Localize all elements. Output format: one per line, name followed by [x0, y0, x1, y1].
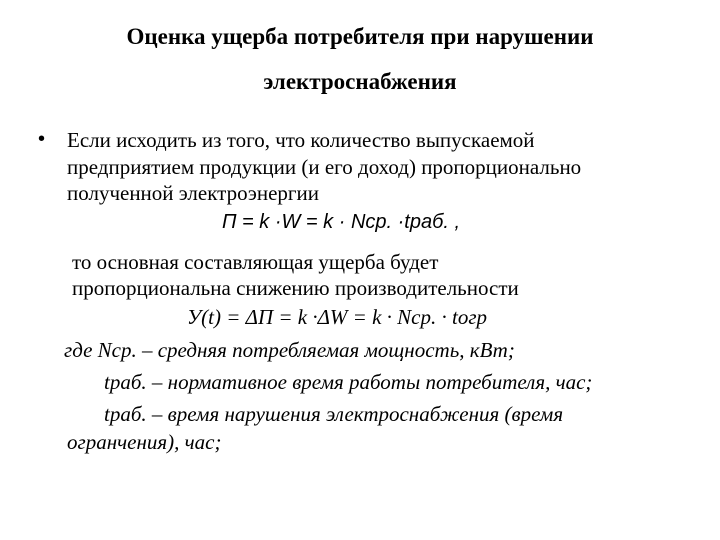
slide-title-line-2: электроснабжения — [263, 69, 457, 94]
definition-outage-time: tраб. – время нарушения электроснабжения (время — [104, 402, 564, 426]
body-line-4: то основная составляющая ущерба будет — [72, 250, 439, 274]
definition-work-time: tраб. – нормативное время работы потребителя, час; — [104, 370, 593, 394]
definition-power: где Nср. – средняя потребляемая мощность, кВт; — [64, 338, 515, 362]
slide-title-line-1: Оценка ущерба потребителя при нарушении — [126, 24, 594, 49]
body-line-3: полученной электроэнергии — [67, 181, 319, 205]
formula-damage: У(t) = ΔП = k ·ΔW = k · Nср. · tогр — [187, 305, 488, 329]
body-line-2: предприятием продукции (и его доход) пропорционально — [67, 155, 582, 179]
definition-outage-time-cont: огранчения), час; — [67, 430, 222, 454]
body-line-5: пропорциональна снижению производительности — [72, 276, 519, 300]
bullet-point: • — [38, 128, 46, 150]
formula-profit: П = k ·W = k · Nср. ·tраб. , — [222, 211, 461, 233]
body-line-1: Если исходить из того, что количество выпускаемой — [67, 128, 535, 152]
